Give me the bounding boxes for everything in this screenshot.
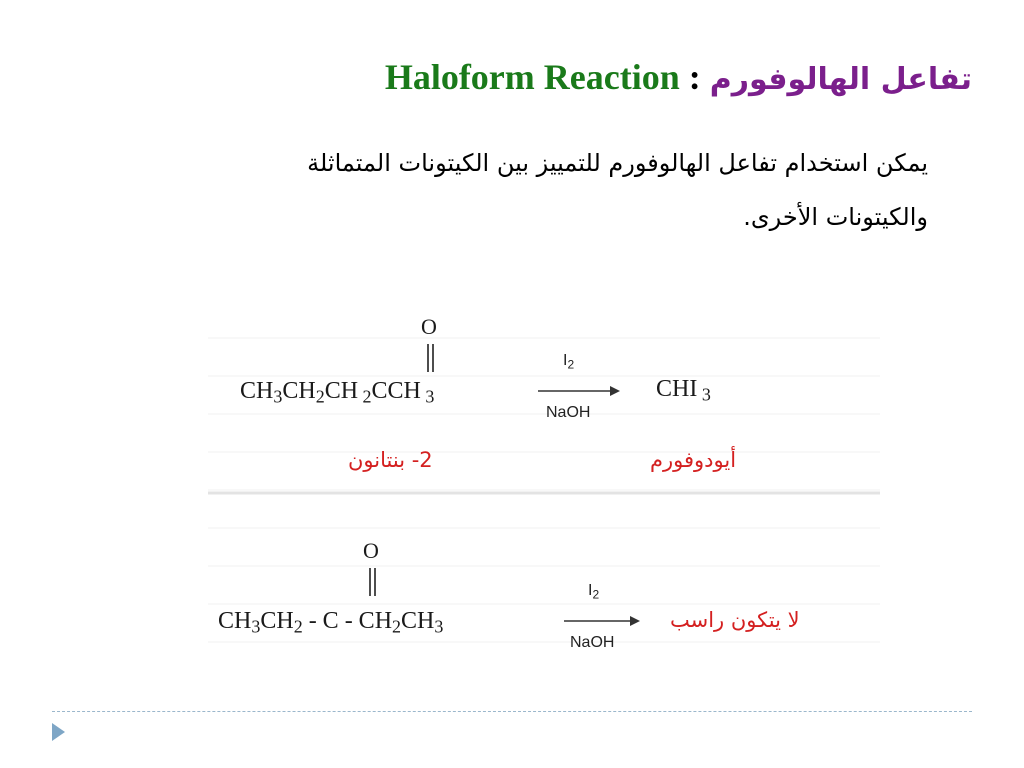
reaction1-double-bond — [425, 344, 437, 374]
bullet-triangle-icon — [52, 723, 65, 741]
reaction2-reagent-top: $I_2$ — [588, 582, 600, 602]
reaction-figure — [208, 300, 880, 670]
reaction2-double-bond — [367, 568, 379, 598]
reaction1-product-formula: CHI $_3$ — [656, 376, 711, 405]
body-line-1: يمكن استخدام تفاعل الهالوفورم للتمييز بين الكيتونات المتماثلة — [307, 149, 928, 177]
reaction1-reagent-bottom: NaOH — [546, 404, 591, 421]
reaction-arrow-icon — [538, 384, 620, 398]
title-english: Haloform Reaction — [384, 57, 680, 97]
reaction1-reactant-name: 2- بنتانون — [348, 448, 433, 472]
reaction1-product-name: أيودوفورم — [650, 448, 737, 472]
slide-title — [385, 56, 972, 98]
reaction2-reagent-bottom: NaOH — [570, 634, 615, 651]
body-paragraph — [148, 136, 928, 244]
reaction2-carbonyl-oxygen: O — [363, 538, 379, 563]
title-separator: : — [688, 57, 701, 97]
reaction1-reagent-top: $I_2$ — [563, 352, 575, 372]
body-line-2: والكيتونات الأخرى. — [743, 203, 928, 231]
footer-divider — [52, 711, 972, 712]
reaction1-reactant-formula: $CH_3CH_2CH$ $_2$CCH $_3$ — [240, 378, 435, 407]
title-arabic: تفاعل الهالوفورم — [709, 62, 972, 97]
reaction1-carbonyl-oxygen: O — [421, 314, 437, 339]
reaction-arrow-icon — [564, 614, 640, 628]
reaction2-reactant-formula: $CH_3CH_2$ - C - $CH_2CH_3$ — [218, 608, 444, 637]
reaction2-result: لا يتكون راسب — [670, 608, 800, 632]
